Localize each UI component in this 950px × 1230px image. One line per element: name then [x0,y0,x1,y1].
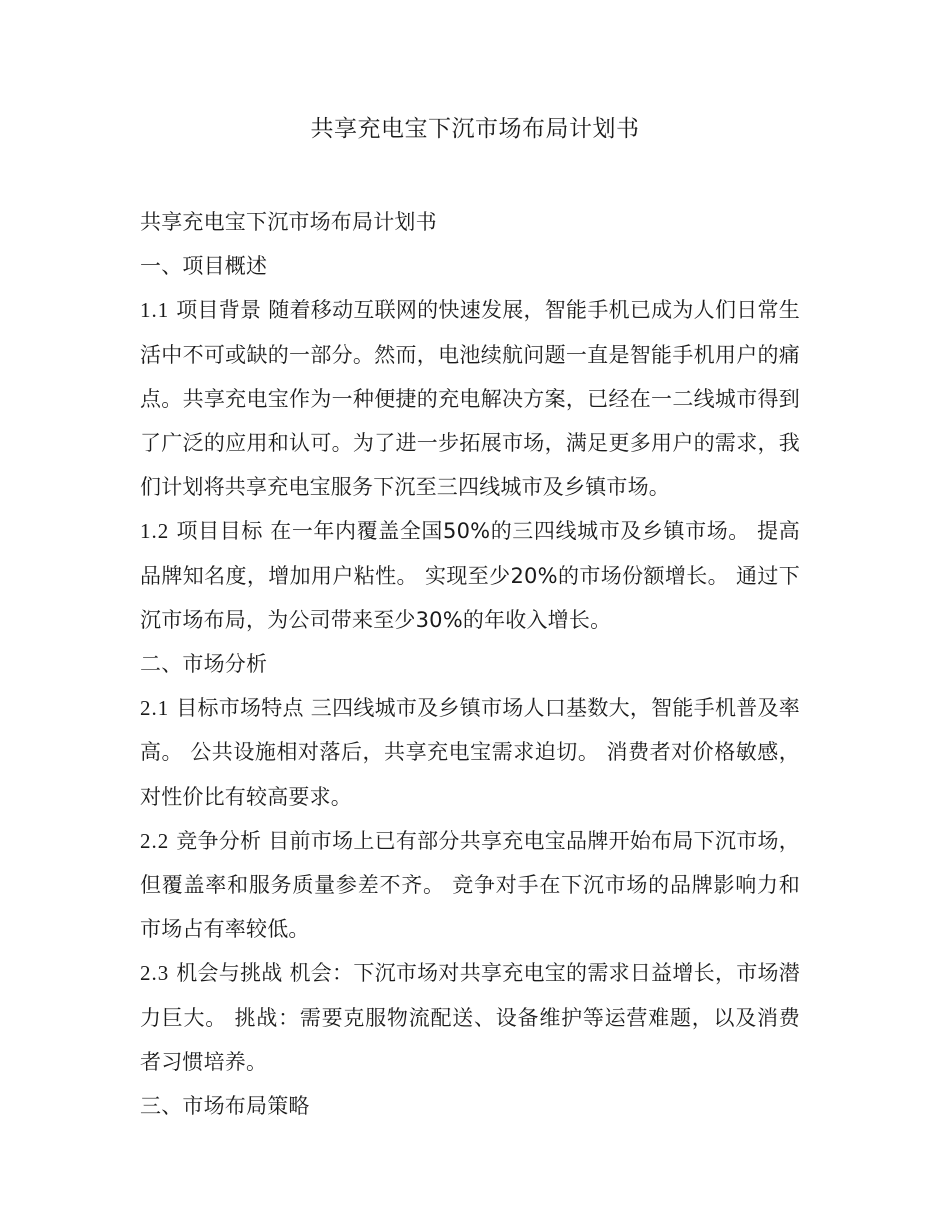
section-number: 2.1 [140,696,170,721]
paragraph-text: 在一年内覆盖全国50%的三四线城市及乡镇市场。 提高品牌知名度，增加用户粘性。 实现至少20%的市场份额增长。 通过下沉市场布局，为公司带来至少30%的年收入增长。 [140,519,800,632]
paragraph-2-2 [140,819,800,952]
subtitle: 共享充电宝下沉市场布局计划书 [140,210,437,234]
paragraph-2-1 [140,686,800,819]
paragraph-text: 机会：下沉市场对共享充电宝的需求日益增长，市场潜力巨大。 挑战：需要克服物流配送、设备维护等运营难题，以及消费者习惯培养。 [140,961,800,1074]
subsection-title: 机会与挑战 [176,961,283,986]
subsection-title: 项目背景 [176,298,262,323]
subsection-title: 项目目标 [176,519,263,544]
paragraph-1-1 [140,288,800,509]
section-number: 1.1 [140,298,170,323]
paragraph-text: 目前市场上已有部分共享充电宝品牌开始布局下沉市场，但覆盖率和服务质量参差不齐。 竞争对手在下沉市场的品牌影响力和市场占有率较低。 [140,828,800,942]
section-heading-layout-strategy: 三、市场布局策略 [140,1094,310,1119]
section-heading-overview: 一、项目概述 [140,254,268,279]
paragraph-1-2 [140,509,800,642]
paragraph-text: 随着移动互联网的快速发展，智能手机已成为人们日常生活中不可或缺的一部分。然而，电池续航问题一直是智能手机用户的痛点。共享充电宝作为一种便捷的充电解决方案，已经在一二线城市得到了广泛的应用和认可。为了进一步拓展市场，满足更多用户的需求，我们计划将共享充电宝服务下沉至三四线城市及乡镇市场。 [140,298,800,500]
section-number: 2.2 [140,828,170,853]
document-title: 共享充电宝下沉市场布局计划书 [310,116,640,142]
subsection-title: 目标市场特点 [176,696,304,721]
section-number: 2.3 [140,961,170,986]
subsection-title: 竞争分析 [176,828,262,853]
section-heading-market-analysis: 二、市场分析 [140,652,268,677]
paragraph-2-3 [140,951,800,1084]
section-number: 1.2 [140,519,170,544]
paragraph-text: 三四线城市及乡镇市场人口基数大，智能手机普及率高。 公共设施相对落后，共享充电宝需求迫切。 消费者对价格敏感，对性价比有较高要求。 [140,696,800,809]
document-body [140,200,800,1128]
